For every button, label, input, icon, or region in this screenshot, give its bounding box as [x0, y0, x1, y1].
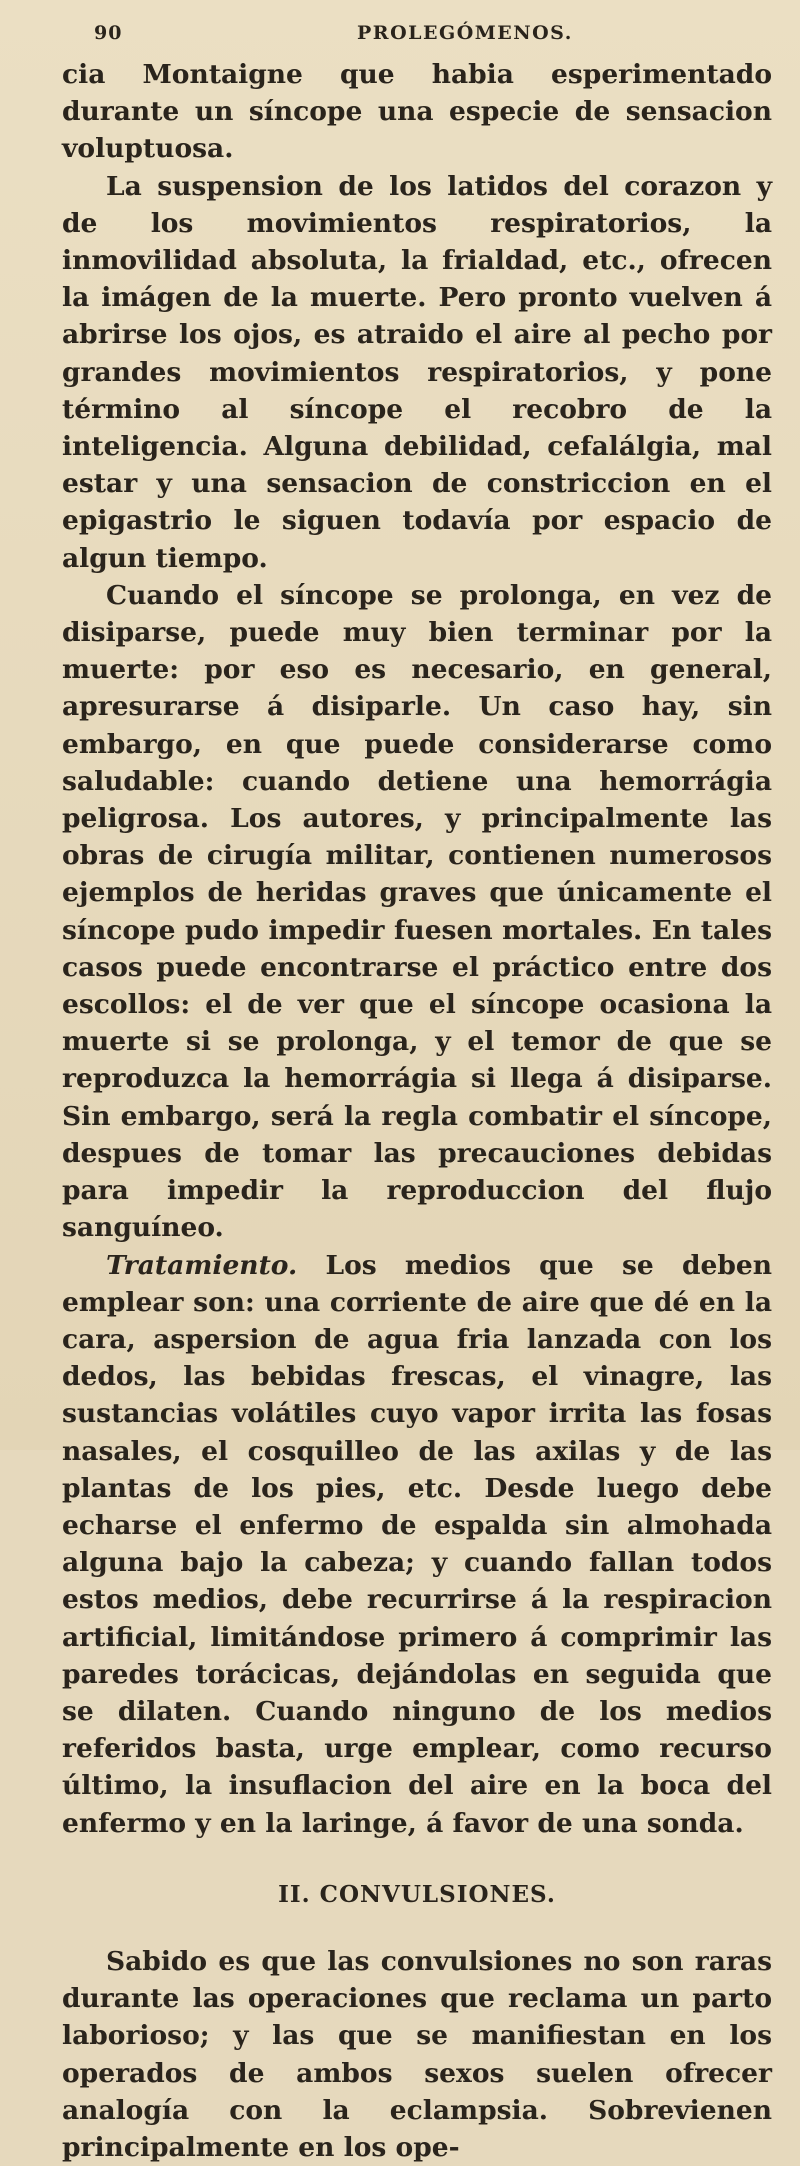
body-text — [62, 56, 772, 2166]
treatment-run-in-heading: Tratamiento. — [106, 1249, 298, 1281]
paragraph-treatment — [62, 1247, 772, 1842]
treatment-text: Los medios que se deben emplear son: una corriente de aire que dé en la cara, aspersion de agua fria lanzada con los dedos, las bebidas frescas, el vinagre, las sustancias volátiles cuyo vapor irrita las fosas nasales, el cosquilleo de las axilas y de las plantas de los pies, etc. Desde luego debe echarse el enfermo de espalda sin almohada alguna bajo la cabeza; y cuando fallan todos estos medios, debe recurrirse á la respiracion artificial, limitándose primero á comprimir las paredes torácicas, dejándolas en seguida que se dilaten. Cuando ninguno de los medios referidos basta, urge emplear, como recurso último, la insuflacion del aire en la boca del enfermo y en la laringe, á favor de una sonda. — [62, 1249, 772, 1839]
paragraph-suspension: La suspension de los latidos del corazon y de los movimientos respiratorios, la inmovilidad absoluta, la frialdad, etc., ofrecen la imágen de la muerte. Pero pronto vuelven á abrirse los ojos, es atraido el aire al pecho por grandes movimientos respiratorios, y pone término al síncope el recobro de la inteligencia. Alguna debilidad, cefalálgia, mal estar y una sensacion de constriccion en el epigastrio le siguen todavía por espacio de algun tiempo. — [62, 170, 772, 574]
paragraph-convulsions: Sabido es que las convulsiones no son raras durante las operaciones que reclama un parto laborioso; y las que se manifiestan en los operados de ambos sexos suelen ofrecer analogía con la eclampsia. Sobrevienen principalmente en los ope- — [62, 1945, 772, 2163]
running-head — [62, 22, 772, 56]
running-title: PROLEGÓMENOS. — [357, 22, 573, 44]
paragraph-continuation: cia Montaigne que habia esperimentado durante un síncope una especie de sensacion voluptuosa. — [62, 59, 772, 165]
page-number: 90 — [94, 22, 123, 44]
paragraph-prolonged-syncope: Cuando el síncope se prolonga, en vez de disiparse, puede muy bien terminar por la muerte: por eso es necesario, en general, apresurarse á disiparle. Un caso hay, sin embargo, en que puede considerarse como saludable: cuando detiene una hemorrágia peligrosa. Los autores, y principalmente las obras de cirugía militar, contienen numerosos ejemplos de heridas graves que únicamente el síncope pudo impedir fuesen mortales. En tales casos puede encontrarse el práctico entre dos escollos: el de ver que el síncope ocasiona la muerte si se prolonga, y el temor de que se reproduzca la hemorrágia si llega á disiparse. Sin embargo, será la regla combatir el síncope, despues de tomar las precauciones debidas para impedir la reproduccion del flujo sanguíneo. — [62, 579, 772, 1244]
section-heading: II. CONVULSIONES. — [278, 1880, 556, 1908]
